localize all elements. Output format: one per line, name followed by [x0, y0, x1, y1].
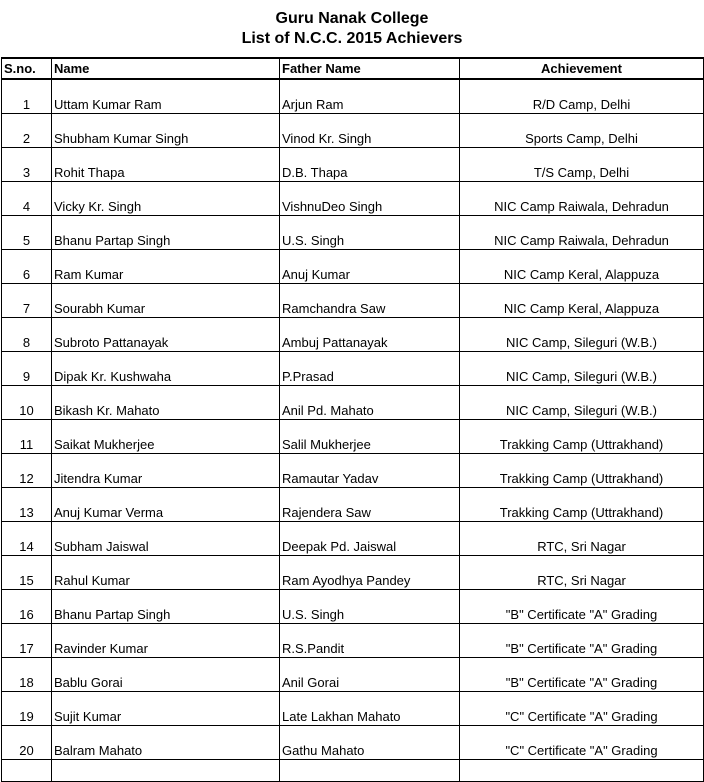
table-row: [2, 250, 704, 284]
table-row: [2, 658, 704, 692]
cell-father-name: Ambuj Pattanayak: [280, 318, 460, 352]
table-header-row: [2, 58, 704, 79]
table-row: [2, 114, 704, 148]
cell-name: Ram Kumar: [52, 250, 280, 284]
cell-achievement: NIC Camp, Sileguri (W.B.): [460, 352, 704, 386]
cell-sno: 18: [2, 658, 52, 692]
header-achievement: Achievement: [460, 58, 704, 79]
cell-achievement: NIC Camp, Sileguri (W.B.): [460, 318, 704, 352]
achievers-table: [1, 57, 704, 782]
cell-father-name: Vinod Kr. Singh: [280, 114, 460, 148]
document-header: [0, 0, 704, 49]
cell-achievement: "B" Certificate "A" Grading: [460, 624, 704, 658]
cell-name: Subham Jaiswal: [52, 522, 280, 556]
cell-father-name: D.B. Thapa: [280, 148, 460, 182]
cell-father-name: Ram Ayodhya Pandey: [280, 556, 460, 590]
cell-sno: 12: [2, 454, 52, 488]
cell-name: Saikat Mukherjee: [52, 420, 280, 454]
cell-name: Rohit Thapa: [52, 148, 280, 182]
cell-father-name: Arjun Ram: [280, 79, 460, 114]
cell-achievement: "C" Certificate "A" Grading: [460, 726, 704, 760]
cell-achievement: NIC Camp Raiwala, Dehradun: [460, 216, 704, 250]
table-row: [2, 590, 704, 624]
cell-father-name: P.Prasad: [280, 352, 460, 386]
table-row: [2, 216, 704, 250]
cell-achievement: R/D Camp, Delhi: [460, 79, 704, 114]
cell-name: Ravinder Kumar: [52, 624, 280, 658]
cell-name: Bhanu Partap Singh: [52, 216, 280, 250]
cell-sno: 6: [2, 250, 52, 284]
table-row: [2, 386, 704, 420]
empty-cell: [52, 760, 280, 782]
table-row: [2, 420, 704, 454]
cell-achievement: Sports Camp, Delhi: [460, 114, 704, 148]
cell-father-name: Deepak Pd. Jaiswal: [280, 522, 460, 556]
table-row: [2, 556, 704, 590]
empty-cell: [460, 760, 704, 782]
cell-sno: 19: [2, 692, 52, 726]
table-row: [2, 692, 704, 726]
table-row: [2, 318, 704, 352]
cell-father-name: U.S. Singh: [280, 590, 460, 624]
table-row: [2, 726, 704, 760]
cell-achievement: NIC Camp Keral, Alappuza: [460, 250, 704, 284]
cell-name: Sujit Kumar: [52, 692, 280, 726]
cell-father-name: Anil Pd. Mahato: [280, 386, 460, 420]
cell-achievement: RTC, Sri Nagar: [460, 522, 704, 556]
header-sno: S.no.: [2, 58, 52, 79]
empty-cell: [2, 760, 52, 782]
cell-sno: 2: [2, 114, 52, 148]
table-row: [2, 182, 704, 216]
cell-sno: 14: [2, 522, 52, 556]
cell-sno: 9: [2, 352, 52, 386]
cell-sno: 8: [2, 318, 52, 352]
cell-father-name: VishnuDeo Singh: [280, 182, 460, 216]
cell-name: Rahul Kumar: [52, 556, 280, 590]
cell-sno: 11: [2, 420, 52, 454]
cell-sno: 7: [2, 284, 52, 318]
table-row: [2, 148, 704, 182]
cell-achievement: "C" Certificate "A" Grading: [460, 692, 704, 726]
header-father-name: Father Name: [280, 58, 460, 79]
cell-achievement: Trakking Camp (Uttrakhand): [460, 488, 704, 522]
cell-father-name: Salil Mukherjee: [280, 420, 460, 454]
cell-name: Bablu Gorai: [52, 658, 280, 692]
cell-sno: 15: [2, 556, 52, 590]
table-row: [2, 352, 704, 386]
college-title: Guru Nanak College: [275, 10, 429, 27]
cell-father-name: Rajendera Saw: [280, 488, 460, 522]
cell-father-name: R.S.Pandit: [280, 624, 460, 658]
table-row: [2, 79, 704, 114]
cell-sno: 16: [2, 590, 52, 624]
cell-achievement: Trakking Camp (Uttrakhand): [460, 420, 704, 454]
cell-father-name: Ramchandra Saw: [280, 284, 460, 318]
cell-sno: 10: [2, 386, 52, 420]
cell-name: Shubham Kumar Singh: [52, 114, 280, 148]
empty-cell: [280, 760, 460, 782]
cell-achievement: NIC Camp Raiwala, Dehradun: [460, 182, 704, 216]
table-row: [2, 624, 704, 658]
cell-father-name: Late Lakhan Mahato: [280, 692, 460, 726]
cell-sno: 4: [2, 182, 52, 216]
cell-father-name: Anuj Kumar: [280, 250, 460, 284]
cell-father-name: U.S. Singh: [280, 216, 460, 250]
table-row: [2, 284, 704, 318]
cell-father-name: Anil Gorai: [280, 658, 460, 692]
cell-sno: 3: [2, 148, 52, 182]
cell-sno: 20: [2, 726, 52, 760]
cell-sno: 5: [2, 216, 52, 250]
cell-sno: 17: [2, 624, 52, 658]
cell-name: Sourabh Kumar: [52, 284, 280, 318]
cell-name: Bhanu Partap Singh: [52, 590, 280, 624]
cell-name: Dipak Kr. Kushwaha: [52, 352, 280, 386]
table-row: [2, 454, 704, 488]
cell-name: Jitendra Kumar: [52, 454, 280, 488]
header-name: Name: [52, 58, 280, 79]
cell-father-name: Ramautar Yadav: [280, 454, 460, 488]
cell-achievement: "B" Certificate "A" Grading: [460, 590, 704, 624]
cell-achievement: NIC Camp, Sileguri (W.B.): [460, 386, 704, 420]
cell-achievement: NIC Camp Keral, Alappuza: [460, 284, 704, 318]
empty-row: [2, 760, 704, 782]
cell-sno: 1: [2, 79, 52, 114]
cell-achievement: "B" Certificate "A" Grading: [460, 658, 704, 692]
table-row: [2, 522, 704, 556]
list-subtitle: List of N.C.C. 2015 Achievers: [241, 30, 463, 47]
cell-father-name: Gathu Mahato: [280, 726, 460, 760]
cell-name: Bikash Kr. Mahato: [52, 386, 280, 420]
cell-achievement: Trakking Camp (Uttrakhand): [460, 454, 704, 488]
cell-name: Subroto Pattanayak: [52, 318, 280, 352]
cell-achievement: RTC, Sri Nagar: [460, 556, 704, 590]
cell-name: Uttam Kumar Ram: [52, 79, 280, 114]
cell-name: Vicky Kr. Singh: [52, 182, 280, 216]
cell-name: Balram Mahato: [52, 726, 280, 760]
table-row: [2, 488, 704, 522]
cell-achievement: T/S Camp, Delhi: [460, 148, 704, 182]
cell-sno: 13: [2, 488, 52, 522]
cell-name: Anuj Kumar Verma: [52, 488, 280, 522]
